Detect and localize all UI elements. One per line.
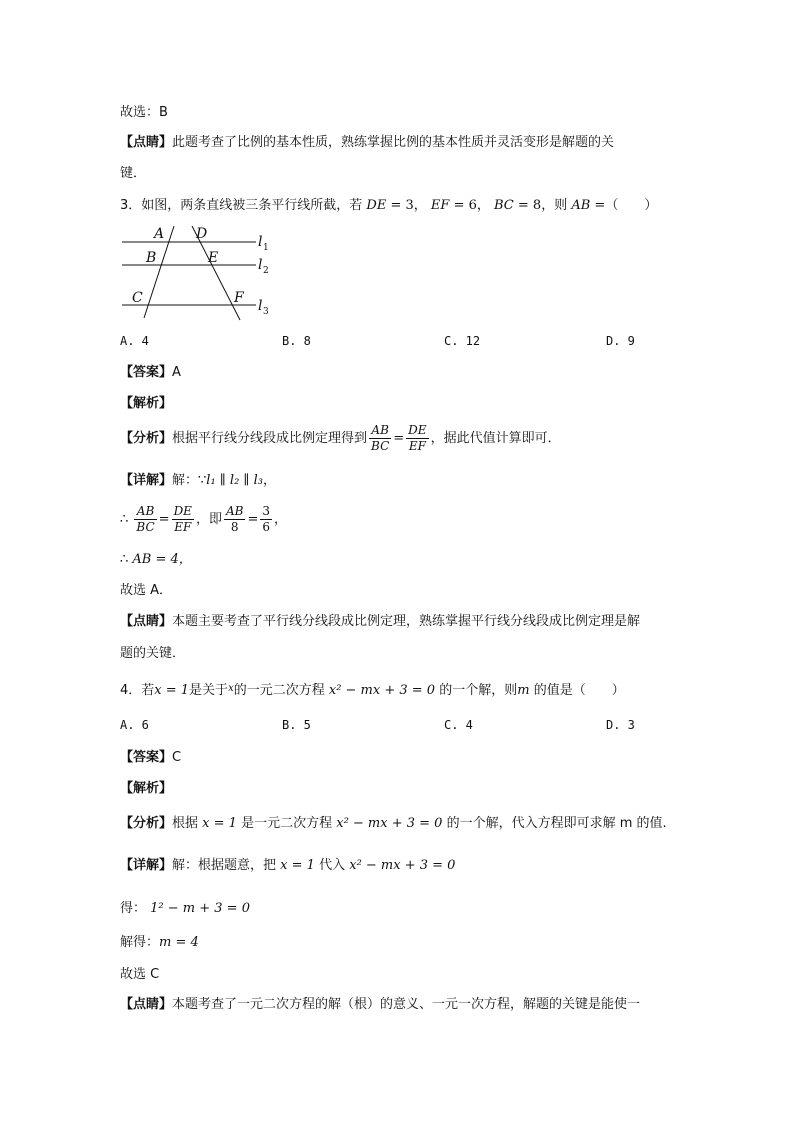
question-4-stem — [120, 680, 625, 700]
label-C: C — [132, 290, 143, 306]
q4-dianjing-line — [120, 996, 640, 1014]
answer-tag-2: 【答案】 — [120, 750, 173, 765]
q3-fenxi-line — [120, 421, 561, 457]
q4-fenxi-c: 的一个解，代入方程即可求解 m 的值. — [446, 816, 667, 831]
q4-analysis-tag: 【解析】 — [120, 781, 173, 796]
q4-detail-b: 代入 — [319, 858, 346, 873]
q4-detail-a: 解：根据题意，把 — [172, 858, 277, 873]
q4-mid2: 的一元二次方程 — [233, 683, 325, 698]
q3-choose-line: 故选 A． — [120, 583, 173, 598]
dianjing-tag: 【点睛】 — [120, 135, 173, 150]
q3-eq8: = 8，则 — [513, 198, 568, 213]
label-l3-sub: 3 — [263, 307, 269, 317]
q3-result-line — [120, 551, 192, 569]
q4-tail: 的值是（ ） — [533, 683, 625, 698]
q3-detail-line — [120, 472, 276, 490]
q3-option-d: D. 9 — [606, 334, 635, 348]
answer-tag: 【答案】 — [120, 365, 173, 380]
choice-line: 故选：B — [120, 105, 168, 120]
fraction-ab-bc: $\frac{AB}{BC}$ — [371, 423, 390, 453]
q4-mid3: 的一个解，则 — [439, 683, 518, 698]
q4-detail-line — [120, 857, 455, 875]
q4-jie-line — [120, 934, 199, 952]
therefore-symbol-2: ∴ — [120, 552, 129, 567]
q3-eq6: = 6， — [449, 198, 490, 213]
fenxi-post: ，据此代值计算即可． — [430, 431, 561, 446]
q3-ab: AB — [571, 198, 591, 213]
detail-tag: 【详解】 — [120, 473, 173, 488]
parallel-statement: l₁ ∥ l₂ ∥ l₃ — [206, 473, 263, 488]
q3-result: AB = 4， — [132, 552, 192, 567]
q4-condition: x = 1 — [154, 683, 190, 698]
fenxi-pre: 根据平行线分线段成比例定理得到 — [172, 431, 368, 446]
parallel-lines-figure — [118, 222, 288, 327]
q4-fenxi-eq: x² − mx + 3 = 0 — [336, 816, 443, 831]
label-A: A — [154, 226, 165, 242]
de-label: 得： — [120, 901, 147, 916]
q3-analysis-tag: 【解析】 — [120, 396, 173, 411]
q4-m: m — [517, 683, 530, 698]
dianjing-text: 此题考查了比例的基本性质，熟练掌握比例的基本性质并灵活变形是解题的关 — [172, 135, 615, 150]
fenxi-tag: 【分析】 — [120, 431, 173, 446]
q4-fenxi-x: x = 1 — [202, 816, 237, 831]
de-equation: 1² − m + 3 = 0 — [150, 901, 250, 916]
fenxi-tag-2: 【分析】 — [120, 816, 173, 831]
q4-answer: C — [172, 750, 182, 765]
ratio-3-6: $\frac{3}{6}$ — [262, 504, 270, 534]
q4-detail-eq: x² − mx + 3 = 0 — [349, 858, 456, 873]
ratio-ab-8: $\frac{AB}{8}$ — [225, 504, 244, 534]
label-l3: l — [258, 298, 263, 314]
dianjing-line-2: 键． — [120, 166, 147, 181]
q4-mid1: 是关于 — [189, 683, 229, 698]
jie-equation: m = 4 — [159, 935, 199, 950]
ratio-de-ef: $\frac{DE}{EF}$ — [173, 504, 192, 534]
q4-detail-x: x = 1 — [280, 858, 315, 873]
detail-tag-2: 【详解】 — [120, 858, 173, 873]
q4-equation: x² − mx + 3 = 0 — [328, 683, 436, 698]
q3-prefix: 3．如图，两条直线被三条平行线所截，若 — [120, 198, 363, 213]
q4-fenxi-b: 是一元二次方程 — [241, 816, 333, 831]
dianjing-text-3: 本题考查了一元二次方程的解（根）的意义、一元一次方程，解题的关键是能使一 — [172, 997, 641, 1012]
q3-answer-line — [120, 364, 181, 382]
dianjing-line — [120, 134, 614, 152]
label-D: D — [196, 226, 208, 242]
q3-dianjing-line — [120, 613, 640, 631]
fenxi-eq: = — [393, 431, 405, 446]
q4-option-c: C. 4 — [444, 718, 473, 732]
question-3-stem — [120, 197, 657, 215]
q3-option-c: C. 12 — [444, 334, 481, 348]
dianjing-tag-2: 【点睛】 — [120, 614, 173, 629]
ji-word: ，即 — [195, 512, 222, 527]
q3-eq3: = 3， — [386, 198, 427, 213]
therefore-symbol: ∴ — [120, 512, 129, 527]
q4-de-line — [120, 900, 250, 918]
q3-dianjing-line-2: 题的关键． — [120, 646, 186, 661]
jie-label: 解得： — [120, 935, 160, 950]
detail-comma: ， — [262, 473, 276, 488]
q3-option-a: A. 4 — [120, 334, 149, 348]
q4-option-d: D. 3 — [606, 718, 635, 732]
q4-answer-line — [120, 749, 181, 767]
q3-answer: A — [172, 365, 181, 380]
fraction-de-ef: $\frac{DE}{EF}$ — [408, 423, 427, 453]
label-l2-sub: 2 — [263, 266, 269, 276]
dianjing-text-2: 本题主要考查了平行线分线段成比例定理，熟练掌握平行线分线段成比例定理是解 — [172, 614, 641, 629]
dianjing-tag-3: 【点睛】 — [120, 997, 173, 1012]
q4-prefix: 4．若 — [120, 683, 155, 698]
label-l1-sub: 1 — [263, 243, 269, 253]
q3-bc: BC — [494, 198, 514, 213]
label-l1: l — [258, 234, 263, 250]
q4-fenxi-line — [120, 815, 667, 833]
q3-ef: EF — [430, 198, 450, 213]
ratio-end: ， — [274, 512, 288, 527]
ratio-ab-bc: $\frac{AB}{BC}$ — [136, 504, 155, 534]
label-l2: l — [258, 257, 263, 273]
label-E: E — [208, 250, 219, 266]
label-B: B — [146, 250, 157, 266]
q4-var: x — [228, 683, 234, 694]
q4-choose-line: 故选 C — [120, 967, 160, 982]
label-F: F — [234, 290, 244, 306]
detail-pre: 解：∵ — [172, 473, 207, 488]
q3-ratio-line: ∴ $\frac{AB}{BC}$ = $\frac{DE}{EF}$ ，即 $\frac{AB}{8}$ = $\frac{3}{6}$ ， — [120, 504, 288, 534]
q3-tail: =（ ） — [590, 198, 658, 213]
q3-de: DE — [366, 198, 387, 213]
q4-option-b: B. 5 — [282, 718, 311, 732]
q4-option-a: A. 6 — [120, 718, 149, 732]
q4-fenxi-a: 根据 — [172, 816, 199, 831]
q3-option-b: B. 8 — [282, 334, 311, 348]
